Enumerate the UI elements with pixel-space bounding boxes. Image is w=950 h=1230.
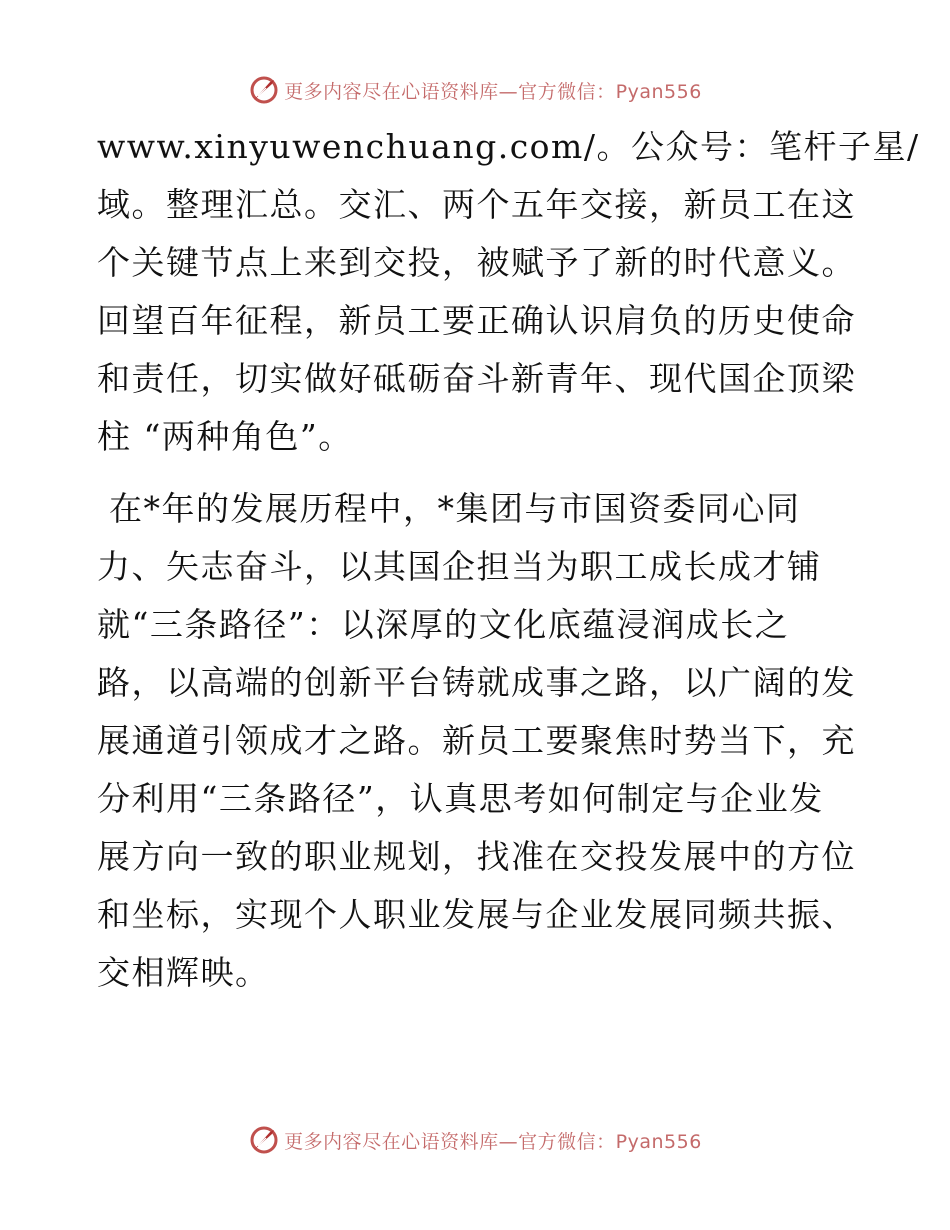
text-line: 回望百年征程，新员工要正确认识肩负的历史使命 [97, 301, 856, 340]
text-line: 和责任，切实做好砥砺奋斗新青年、现代国企顶梁 [97, 359, 856, 398]
text-line: 展通道引领成才之路。新员工要聚焦时势当下，充 [97, 721, 856, 760]
text-line: 交相辉映。 [97, 953, 270, 992]
paragraph-gap [97, 466, 857, 480]
text-line: 分利用“三条路径”，认真思考如何制定与企业发 [97, 779, 824, 818]
footer-banner [0, 1120, 950, 1160]
paragraph-2 [97, 480, 857, 1002]
header-banner-text: 更多内容尽在心语资料库—官方微信：Pyan556 [284, 80, 702, 103]
text-line: 就“三条路径”：以深厚的文化底蕴浸润成长之 [97, 605, 790, 644]
header-banner [0, 70, 950, 110]
quill-pen-logo-icon [248, 1124, 280, 1156]
paragraph-1 [97, 118, 920, 466]
quill-pen-logo-icon [248, 74, 280, 106]
text-line: 力、矢志奋斗，以其国企担当为职工成长成才铺 [97, 547, 822, 586]
text-line: 个关键节点上来到交投，被赋予了新的时代意义。 [97, 243, 856, 282]
text-line: 展方向一致的职业规划，找准在交投发展中的方位 [97, 837, 856, 876]
footer-banner-text: 更多内容尽在心语资料库—官方微信：Pyan556 [284, 1130, 702, 1153]
document-body [97, 118, 920, 1002]
text-line: www.xinyuwenchuang.com/。公众号：笔杆子星/ [97, 127, 920, 166]
text-line: 和坐标，实现个人职业发展与企业发展同频共振、 [97, 895, 856, 934]
text-line: 路，以高端的创新平台铸就成事之路，以广阔的发 [97, 663, 856, 702]
text-line: 域。整理汇总。交汇、两个五年交接，新员工在这 [97, 185, 856, 224]
text-line: 柱 “两种角色”。 [97, 417, 353, 456]
text-line: 在*年的发展历程中，*集团与市国资委同心同 [97, 489, 801, 528]
